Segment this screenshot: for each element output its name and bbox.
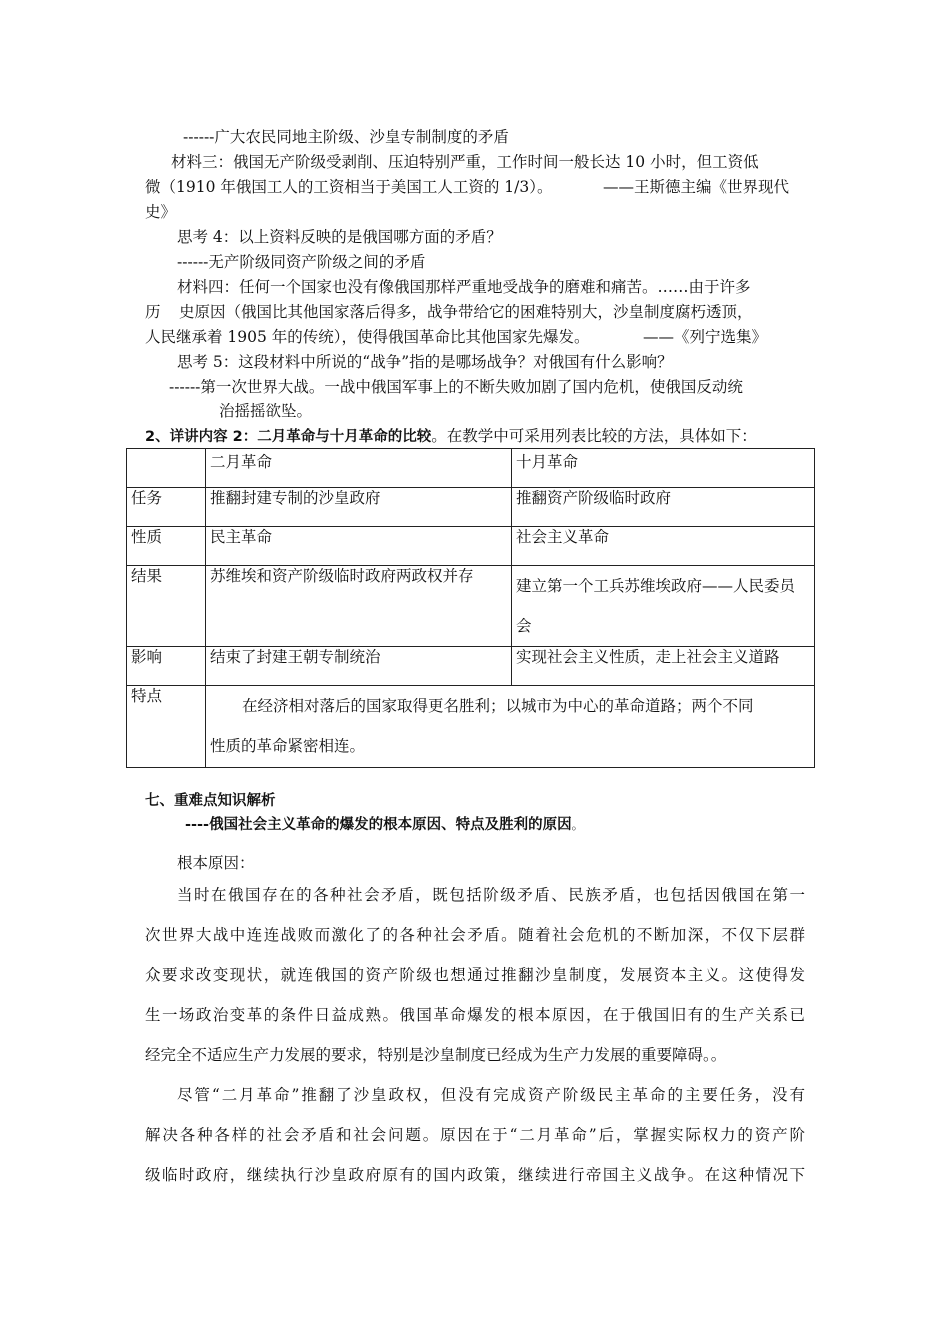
table-row-feature (127, 686, 815, 768)
table-header-row (127, 449, 815, 488)
february-cell: 结束了封建王朝专制统治 (206, 647, 512, 686)
answer-4: ------无产阶级同资产阶级之间的矛盾 (177, 253, 426, 271)
paragraph-line: 经完全不适应生产力发展的要求，特别是沙皇制度已经成为生产力发展的重要障碍。。 (145, 1046, 727, 1064)
material-3-line: 材料三：俄国无产阶级受剥削、压迫特别严重，工作时间一般长达 10 小时，但工资低 (171, 153, 759, 171)
material-3-source: ——王斯德主编《世界现代 (603, 178, 790, 196)
table-row (127, 488, 815, 527)
october-cell: 建立第一个工兵苏维埃政府——人民委员会 (512, 566, 815, 647)
question-5: 思考 5：这段材料中所说的“战争”指的是哪场战争？对俄国有什么影响？ (177, 353, 673, 371)
header-empty-cell (127, 449, 206, 488)
february-cell: 推翻封建专制的沙皇政府 (206, 488, 512, 527)
section-7-subtitle-text: ----俄国社会主义革命的爆发的根本原因、特点及胜利的原因 (185, 817, 572, 833)
section-7-title: 七、重难点知识解析 (145, 793, 276, 809)
feature-text: 在经济相对落后的国家取得更名胜利；以城市为中心的革命道路；两个不同 (242, 697, 754, 715)
section-2-heading (145, 426, 757, 447)
october-cell: 推翻资产阶级临时政府 (512, 488, 815, 527)
october-cell: 实现社会主义性质，走上社会主义道路 (512, 647, 815, 686)
paragraph-line: 次世界大战中连连战败而激化了的各种社会矛盾。随着社会危机的不断加深，不仅下层群 (145, 926, 805, 944)
feature-text: 性质的革命紧密相连。 (210, 737, 366, 755)
table-row (127, 566, 815, 647)
material-4-line: 材料四：任何一个国家也没有像俄国那样严重地受战争的磨难和痛苦。……由于许多 (177, 278, 751, 296)
paragraph-line: 解决各种各样的社会矛盾和社会问题。原因在于“二月革命”后，掌握实际权力的资产阶 (145, 1126, 805, 1144)
october-cell: 社会主义革命 (512, 527, 815, 566)
material-4-line-start: 历 (145, 303, 161, 321)
paragraph-line: 级临时政府，继续执行沙皇政府原有的国内政策，继续进行帝国主义战争。在这种情况下 (145, 1166, 805, 1184)
root-cause-label: 根本原因： (177, 854, 255, 872)
paragraph-line: 生一场政治变革的条件日益成熟。俄国革命爆发的根本原因，在于俄国旧有的生产关系已 (145, 1006, 805, 1024)
row-label: 结果 (127, 566, 206, 647)
paragraph-line: 当时在俄国存在的各种社会矛盾，既包括阶级矛盾、民族矛盾，也包括因俄国在第一 (177, 886, 805, 904)
paragraph-february (145, 1085, 805, 1185)
section-2-intro: 。在教学中可采用列表比较的方法，具体如下： (431, 427, 757, 445)
material-4-source: ——《列宁选集》 (643, 328, 768, 346)
row-label: 性质 (127, 527, 206, 566)
row-label: 任务 (127, 488, 206, 527)
question-4: 思考 4：以上资料反映的是俄国哪方面的矛盾？ (177, 228, 502, 246)
paragraph-line: 众要求改变现状，就连俄国的资产阶级也想通过推翻沙皇制度，发展资本主义。这使得发 (145, 966, 805, 984)
row-label: 特点 (127, 686, 206, 768)
header-february: 二月革命 (206, 449, 512, 488)
header-october: 十月革命 (512, 449, 815, 488)
material-3-line: 微（1910 年俄国工人的工资相当于美国工人工资的 1/3）。 (145, 178, 553, 196)
february-cell: 苏维埃和资产阶级临时政府两政权并存 (206, 566, 512, 647)
feature-cell (206, 686, 815, 768)
material-4-line: 史原因（俄国比其他国家落后得多，战争带给它的困难特别大，沙皇制度腐朽透顶， (179, 303, 753, 321)
answer-5: ------第一次世界大战。一战中俄国军事上的不断失败加剧了国内危机，使俄国反动统 (169, 378, 743, 396)
paragraph-line: 尽管“二月革命”推翻了沙皇政权，但没有完成资产阶级民主革命的主要任务，没有 (177, 1086, 805, 1104)
row-label: 影响 (127, 647, 206, 686)
answer-5-cont: 治摇摇欲坠。 (219, 402, 313, 420)
table-row (127, 527, 815, 566)
paragraph-root-cause (145, 885, 805, 1065)
table-row (127, 647, 815, 686)
material-3-source-end: 史》 (145, 203, 177, 221)
comparison-table (126, 448, 815, 768)
section-7-subtitle (185, 814, 584, 835)
material-4-line: 人民继承着 1905 年的传统），使得俄国革命比其他国家先爆发。 (145, 328, 590, 346)
section-7-subtitle-end: 。 (571, 818, 584, 832)
february-cell: 民主革命 (206, 527, 512, 566)
answer-line-peasants: ------广大农民同地主阶级、沙皇专制制度的矛盾 (183, 128, 509, 146)
section-2-title: 2、详讲内容 2：二月革命与十月革命的比较 (145, 429, 432, 445)
